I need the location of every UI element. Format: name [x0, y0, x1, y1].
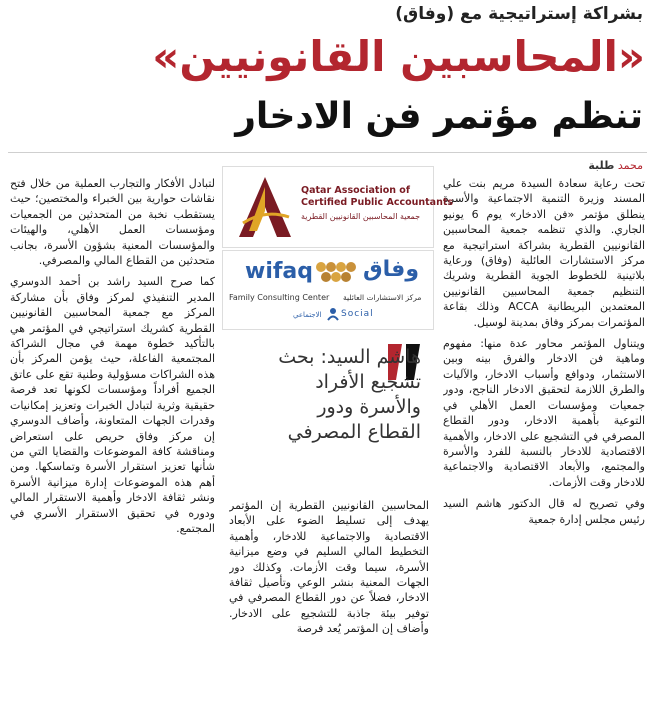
paragraph: وفي تصريح له قال الدكتور هاشم السيد رئيس مجلس إدارة جمعية: [443, 497, 645, 526]
wifaq-beads-icon: [315, 259, 357, 287]
article-headline-secondary: تنظم مؤتمر فن الادخار: [235, 96, 643, 137]
article-supertitle: بشراكة إستراتيجية مع (وفاق): [395, 4, 643, 24]
social-label-en: Social: [341, 309, 374, 319]
pull-quote-speaker: هاشم السيد:: [320, 346, 421, 368]
paragraph: كما صرح السيد راشد بن أحمد الدوسري المدير التنفيذي لمركز وفاق بأن مشاركة المركز مع جمعية المحاسبين القانونيين القطرية كشريك استراتيجي في المؤتمر هي بالتأكيد خطوة مهمة في مجال الشراكة المجتمعية الفاعلة، حيث يؤمن المركز بأن هذه الشراكات مسؤولية وطنية تقع على عاتق الجميع أفراداً ومؤسسات لكونها تعد فرصة حقيقية وثرية لتبادل الخبرات وتعزيز إمكانيات وقدرات الجهات المتعاونة، وأضاف الدوسري إن مركز وفاق حريص على استعراض ومناقشة كافة الموضوعات والقضايا التي من شأنها تعزيز استقرار الأسرة وتماسكها. ومن أهم هذه الموضوعات إدارة ميزانية الأسرة ونشر ثقافة الادخار وأهمية الاستقرار المالي ودوره في تحقيق الاستقرار الأسري في المجتمع.: [10, 275, 215, 535]
paragraph: تحت رعاية سعادة السيدة مريم بنت علي المسند وزيرة التنمية الاجتماعية والأسرة ينطلق مؤتمر «فن الادخار» يوم 6 يونيو الجاري. والذي تنظمه جمعية المحاسبين القانونيين القطرية بشراكة استراتيجية مع مركز الاستشارات العائلية (وفاق) ورعاية بلاتينية للخطوط الجوية القطرية وشريك التنظيم جمعية المحاسبين القانونيين المعتمدين البريطانية ACCA وذلك بقاعة المؤتمرات بمركز وفاق بمدينة لوسيل.: [443, 177, 645, 329]
paragraph: ويتناول المؤتمر محاور عدة منها: مفهوم وماهية فن الادخار والفرق بينه وبين الاستثمار، ودوافع وأسباب الادخار، والآليات والطرق اللازمة لتحقيق الادخار الناجح، ودور جمعيات ومؤسسات العمل الأهلي في التوعية بأهمية الادخار، ودور القطاع المصرفي في التشجيع على الادخار، والأهمية الاقتصادية للادخار بالنسبة للفرد والأسرة والمجتمع، والأبعاد الاقتصادية والاجتماعية للادخار وقت الأزمات.: [443, 337, 645, 489]
byline-first-name: محمد: [617, 159, 643, 172]
byline-last-name: طلبة: [588, 159, 615, 172]
text-column-right: [443, 176, 645, 700]
qapa-name-line1: Qatar Association of: [301, 185, 410, 196]
text-column-middle: [229, 498, 429, 700]
social-icon: [327, 307, 339, 321]
pull-quote-text: بحث تشجيع الأفراد والأسرة ودور القطاع المصرفي: [278, 346, 421, 443]
paragraph: لتبادل الأفكار والتجارب العملية من خلال فتح نقاشات حوارية بين الخبراء والمختصين؛ حيث يستقطب نخبة من المتحدثين من الجمعيات ومؤسسات العمل الأهلي، والهيئات والمؤسسات المعنية بشؤون الأسرة، بجانب متحدثين من القطاع المالي والمصرفي.: [10, 177, 215, 268]
wifaq-arabic-wordmark: وفاق: [363, 257, 420, 282]
byline: [588, 159, 643, 172]
qapa-emblem-icon: [235, 173, 295, 241]
wifaq-subtitle-ar: مركز الاستشارات العائلية: [343, 293, 422, 302]
social-label-ar: الاجتماعي: [293, 311, 322, 319]
wifaq-latin-wordmark: wifaq: [245, 259, 314, 284]
qapa-name-line2: Certified Public Accountants: [301, 197, 454, 208]
qapa-logo: [222, 166, 454, 248]
qapa-name-arabic: جمعية المحاسبين القانونيين القطرية: [301, 212, 421, 221]
pull-quote: [261, 345, 421, 445]
article-headline-main: «المحاسبين القانونيين»: [152, 32, 645, 81]
divider: [8, 152, 647, 153]
text-column-left: [10, 176, 215, 700]
wifaq-subtitle-en: Family Consulting Center: [229, 293, 330, 302]
paragraph: المحاسبين القانونيين القطرية إن المؤتمر يهدف إلى تسليط الضوء على الأبعاد الاقتصادية والاجتماعية للادخار، وأهمية التخطيط المالي السليم في وضع ميزانية الأسرة، سيما وقت الأزمات. وكذلك دور الجهات المعنية بنشر الوعي وتأصيل ثقافة الادخار، فضلاً عن دور القطاع المصرفي في توفير بيئة جاذبة للتشجيع على الادخار. وأضاف إن المؤتمر يُعد فرصة: [229, 499, 429, 636]
wifaq-logo: [222, 250, 434, 330]
